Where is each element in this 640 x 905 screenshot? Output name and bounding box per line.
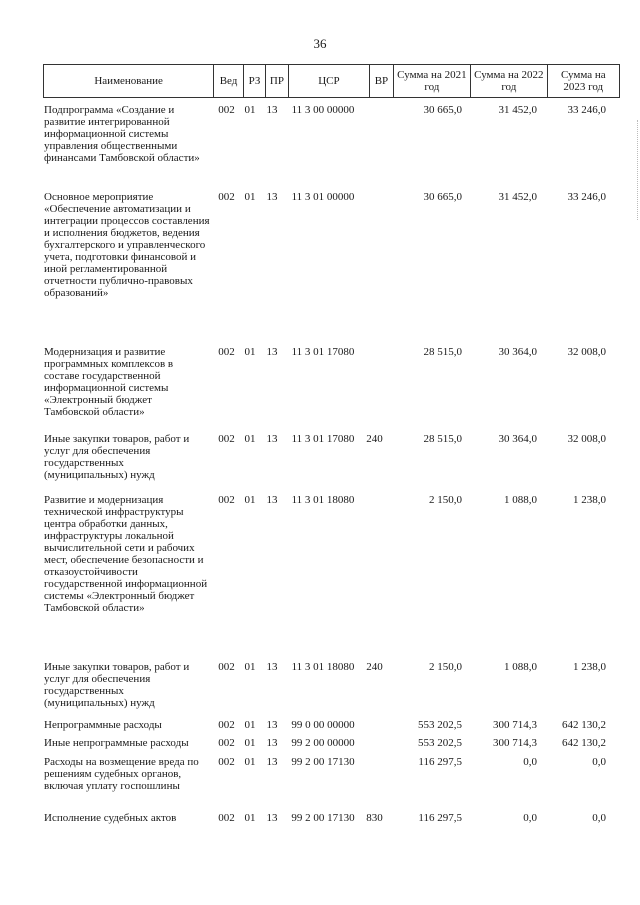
row-name: Иные непрограммные расходы [44,737,189,749]
row-sum-2021: 2 150,0 [429,661,462,673]
header-csr: ЦСР [288,65,370,98]
row-csr: 11 3 01 18080 [291,494,355,506]
row-csr: 11 3 01 00000 [291,191,355,203]
row-csr: 11 3 01 17080 [291,433,355,445]
row-name: Расходы на возмещение вреда по решениям судебных органов, включая уплату госпошлины [44,756,199,792]
row-ved: 002 [218,346,235,358]
header-sum-2023: Сумма на 2023 год [547,65,619,98]
row-sum-2021: 2 150,0 [429,494,462,506]
row-pr: 13 [266,737,278,749]
page-number: 36 [313,36,327,51]
row-ved: 002 [218,494,235,506]
row-csr: 11 3 01 18080 [291,661,355,673]
row-sum-2023: 33 246,0 [567,191,606,203]
row-pr: 13 [266,812,278,824]
row-sum-2021: 30 665,0 [423,104,462,116]
row-name: Основное мероприятие «Обеспечение автоматизации и интеграции процессов составления и исполнения бюджетов, ведения бухгалтерского и управленческого учета, подготовки финансовой и иной регламентированной отчетности публично-правовых образований» [44,191,210,299]
row-name: Непрограммные расходы [44,719,162,731]
row-pr: 13 [266,191,278,203]
header-rz: РЗ [243,65,265,98]
row-name: Развитие и модернизация технической инфраструктуры центра обработки данных, инфраструктуры локальной вычислительной сети и рабочих мест, обеспечение безопасности и отказоустойчивости государственной информационной системы «Электронный бюджет Тамбовской области» [44,494,208,614]
row-sum-2022: 0,0 [523,756,537,768]
row-rz: 01 [244,191,256,203]
row-sum-2023: 1 238,0 [573,494,606,506]
header-pr: ПР [266,65,288,98]
row-name: Иные закупки товаров, работ и услуг для обеспечения государственных (муниципальных) нужд [44,661,190,709]
row-ved: 002 [218,719,235,731]
row-sum-2022: 1 088,0 [504,494,537,506]
row-sum-2023: 0,0 [592,812,606,824]
row-vr: 830 [366,812,383,824]
row-sum-2021: 553 202,5 [418,719,462,731]
row-rz: 01 [244,737,256,749]
row-ved: 002 [218,737,235,749]
row-sum-2021: 28 515,0 [423,346,462,358]
row-sum-2023: 642 130,2 [562,737,606,749]
row-ved: 002 [218,661,235,673]
row-pr: 13 [266,661,278,673]
row-sum-2022: 31 452,0 [498,191,537,203]
row-csr: 11 3 01 17080 [291,346,355,358]
row-sum-2022: 1 088,0 [504,661,537,673]
row-name: Подпрограмма «Создание и развитие интегрированной информационной системы управления общественными финансами Тамбовской области» [44,104,200,164]
row-sum-2021: 28 515,0 [423,433,462,445]
row-sum-2022: 300 714,3 [493,737,537,749]
row-name: Иные закупки товаров, работ и услуг для обеспечения государственных (муниципальных) нужд [44,433,190,481]
row-csr: 99 2 00 00000 [291,737,355,749]
row-sum-2021: 116 297,5 [418,756,462,768]
row-sum-2021: 553 202,5 [418,737,462,749]
row-rz: 01 [244,719,256,731]
row-ved: 002 [218,812,235,824]
row-name: Модернизация и развитие программных комплексов в составе государственной информационной системы «Электронный бюджет Тамбовской области» [44,346,174,418]
header-vr: ВР [370,65,393,98]
row-pr: 13 [266,433,278,445]
row-sum-2023: 642 130,2 [562,719,606,731]
row-rz: 01 [244,433,256,445]
row-pr: 13 [266,346,278,358]
row-csr: 99 0 00 00000 [291,719,355,731]
header-sum-2021: Сумма на 2021 год [393,65,470,98]
row-ved: 002 [218,191,235,203]
row-pr: 13 [266,104,278,116]
row-sum-2022: 30 364,0 [498,346,537,358]
row-ved: 002 [218,756,235,768]
row-sum-2023: 1 238,0 [573,661,606,673]
header-sum-2022: Сумма на 2022 год [471,65,547,98]
header-ved: Вед [214,65,244,98]
row-pr: 13 [266,756,278,768]
row-rz: 01 [244,494,256,506]
row-vr: 240 [366,433,383,445]
budget-table-header [43,64,620,98]
row-csr: 99 2 00 17130 [291,756,355,768]
row-csr: 11 3 00 00000 [291,104,355,116]
row-sum-2021: 116 297,5 [418,812,462,824]
row-rz: 01 [244,346,256,358]
header-name: Наименование [44,65,214,98]
row-sum-2021: 30 665,0 [423,191,462,203]
row-sum-2023: 0,0 [592,756,606,768]
row-pr: 13 [266,719,278,731]
row-rz: 01 [244,104,256,116]
row-sum-2023: 32 008,0 [567,346,606,358]
row-name: Исполнение судебных актов [44,812,177,824]
row-pr: 13 [266,494,278,506]
row-sum-2023: 32 008,0 [567,433,606,445]
row-rz: 01 [244,661,256,673]
row-sum-2023: 33 246,0 [567,104,606,116]
row-rz: 01 [244,756,256,768]
row-vr: 240 [366,661,383,673]
row-sum-2022: 31 452,0 [498,104,537,116]
row-rz: 01 [244,812,256,824]
row-ved: 002 [218,104,235,116]
row-sum-2022: 0,0 [523,812,537,824]
row-sum-2022: 300 714,3 [493,719,537,731]
row-ved: 002 [218,433,235,445]
row-sum-2022: 30 364,0 [498,433,537,445]
row-csr: 99 2 00 17130 [291,812,355,824]
scan-margin-mark [635,120,638,220]
